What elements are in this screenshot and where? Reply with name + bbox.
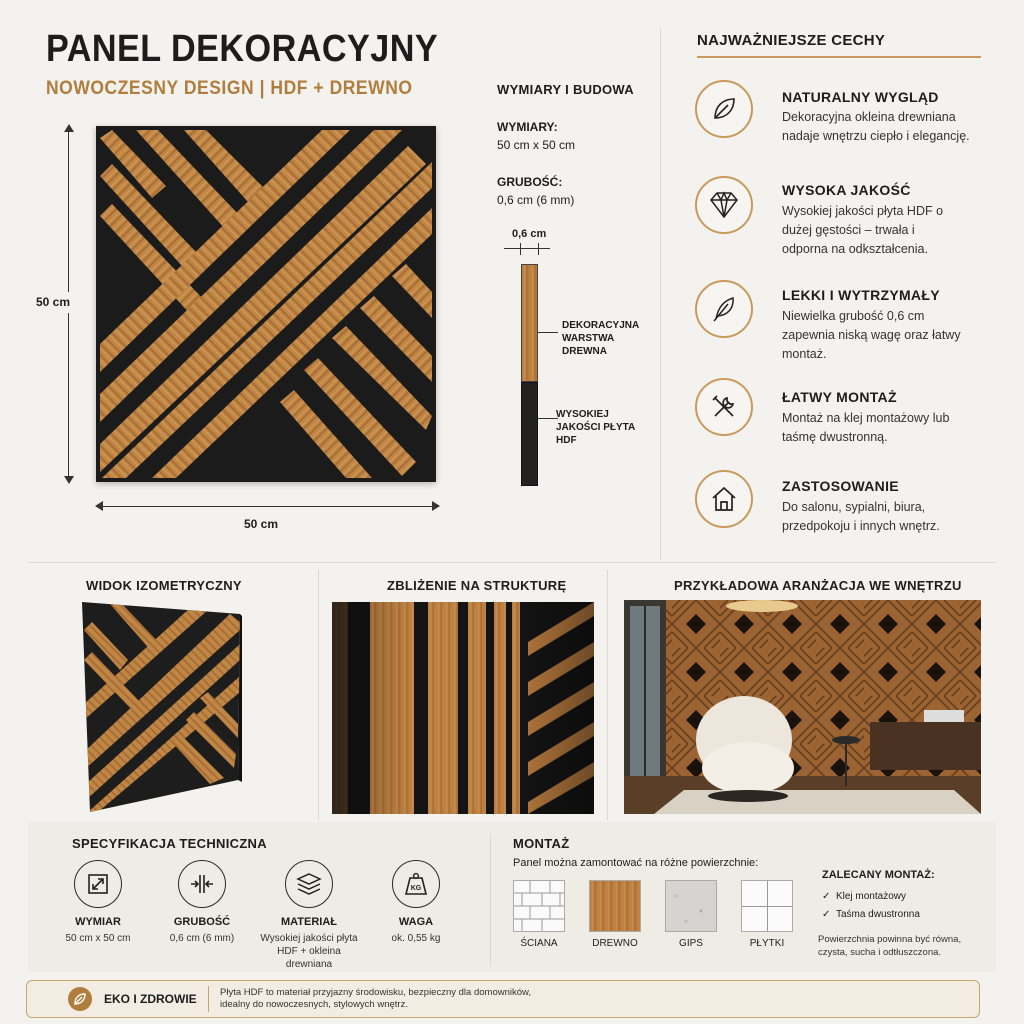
- wood-swatch: [589, 880, 641, 932]
- mounting-option-label: Taśma dwustronna: [835, 909, 920, 920]
- surface-item: [589, 880, 665, 949]
- surfaces-row: [513, 880, 817, 949]
- surface-label: PŁYTKI: [749, 938, 785, 949]
- iso-view-title: WIDOK IZOMETRYCZNY: [86, 578, 242, 593]
- check-icon: ✓: [822, 891, 831, 902]
- arrow-up-icon: [64, 124, 74, 132]
- thickness-tick-left: [520, 243, 521, 255]
- spec-value: 0,6 cm (6 mm): [169, 933, 235, 944]
- leaf-icon: [695, 80, 753, 138]
- surface-item: [741, 880, 817, 949]
- closeup-structure-image: [332, 602, 594, 814]
- feature-name: ZASTOSOWANIE: [782, 478, 899, 494]
- feature-name: ŁATWY MONTAŻ: [782, 389, 897, 405]
- feature-description: Do salonu, sypialni, biura, przedpokoju i innych wnętrz.: [782, 500, 940, 533]
- tiles-swatch: [741, 880, 793, 932]
- spec-value: 50 cm x 50 cm: [65, 933, 131, 944]
- eco-title: EKO I ZDROWIE: [104, 992, 197, 1006]
- weight-icon: [392, 860, 440, 908]
- check-icon: ✓: [822, 909, 831, 920]
- thickness-label: GRUBOŚĆ:: [497, 175, 563, 189]
- dimensions-section-title: WYMIARY I BUDOWA: [497, 82, 634, 97]
- spec-label: WAGA: [398, 916, 434, 928]
- cross-section-thickness-label: 0,6 cm: [512, 228, 547, 240]
- isometric-panel-image: [80, 600, 242, 814]
- eco-leaf-icon: [68, 987, 92, 1011]
- cross-section-wood-layer: [521, 264, 538, 382]
- spec-item: [48, 860, 148, 945]
- thickness-value: 0,6 cm (6 mm): [497, 193, 575, 207]
- weight-badge-text: KG: [410, 885, 422, 892]
- closeup-title: ZBLIŻENIE NA STRUKTURĘ: [387, 578, 567, 593]
- spec-item: [256, 860, 362, 971]
- brick-wall-swatch: [513, 880, 565, 932]
- page-subtitle: NOWOCZESNY DESIGN | HDF + DREWNO: [46, 78, 413, 99]
- width-dimension-line: [100, 506, 434, 507]
- layer-hdf-label: WYSOKIEJ JAKOŚCI PŁYTA HDF: [556, 409, 635, 446]
- mounting-intro: Panel można zamontować na różne powierzchnie:: [513, 857, 759, 869]
- mounting-option-label: Klej montażowy: [835, 891, 906, 902]
- thickness-dimension-line: [504, 248, 550, 249]
- mounting-option: [822, 891, 906, 902]
- mounting-option: [822, 909, 920, 920]
- spec-label: MATERIAŁ: [280, 916, 337, 928]
- spec-label: GRUBOŚĆ: [173, 916, 231, 928]
- leader-line-hdf: [538, 418, 558, 419]
- feature-description: Montaż na klej montażowy lub taśmę dwustronną.: [782, 411, 950, 444]
- features-section-title: NAJWAŻNIEJSZE CECHY: [697, 32, 886, 49]
- feature-name: LEKKI I WYTRZYMAŁY: [782, 287, 940, 303]
- gypsum-swatch: [665, 880, 717, 932]
- specs-section-title: SPECYFIKACJA TECHNICZNA: [72, 836, 267, 851]
- width-label: 50 cm: [244, 517, 279, 531]
- spec-label: WYMIAR: [75, 916, 121, 928]
- arrow-down-icon: [64, 476, 74, 484]
- height-label: 50 cm: [36, 292, 70, 313]
- cross-section-hdf-layer: [521, 382, 538, 486]
- mounting-section-title: MONTAŻ: [513, 836, 570, 851]
- arrow-left-icon: [95, 501, 103, 511]
- panel-front-view: [96, 126, 436, 482]
- surface-label: DREWNO: [592, 938, 638, 949]
- layers-icon: [285, 860, 333, 908]
- thickness-tick-right: [538, 243, 539, 255]
- recommended-mounting-title: ZALECANY MONTAŻ:: [822, 869, 935, 881]
- feature-description: Dekoracyjna okleina drewniana nadaje wnętrzu ciepło i elegancję.: [782, 110, 970, 143]
- leader-line-wood: [538, 332, 558, 333]
- features-title-underline: [697, 56, 981, 58]
- size-value: 50 cm x 50 cm: [497, 138, 576, 152]
- surface-item: [665, 880, 741, 949]
- spec-value: ok. 0,55 kg: [391, 933, 441, 944]
- house-icon: [695, 470, 753, 528]
- feather-icon: [695, 280, 753, 338]
- resize-icon: [74, 860, 122, 908]
- feature-name: NATURALNY WYGLĄD: [782, 89, 939, 105]
- feature-name: WYSOKA JAKOŚĆ: [782, 182, 911, 198]
- page-title: PANEL DEKORACYJNY: [46, 28, 439, 70]
- layer-wood-label: DEKORACYJNA WARSTWA DREWNA: [562, 320, 639, 357]
- diamond-icon: [695, 176, 753, 234]
- interior-arrangement-image: [624, 600, 981, 814]
- spec-value: Wysokiej jakości płyta HDF + okleina drewniana: [260, 933, 358, 970]
- interior-title: PRZYKŁADOWA ARANŻACJA WE WNĘTRZU: [674, 578, 962, 593]
- spec-item: [152, 860, 252, 945]
- tools-icon: [695, 378, 753, 436]
- spec-item: [366, 860, 466, 945]
- size-label: WYMIARY:: [497, 120, 558, 134]
- surface-label: GIPS: [679, 938, 703, 949]
- thickness-icon: [178, 860, 226, 908]
- feature-description: Wysokiej jakości płyta HDF o dużej gęstości – trwała i odporna na odkształcenia.: [782, 204, 944, 256]
- surface-item: [513, 880, 589, 949]
- mounting-note: Powierzchnia powinna być równa, czysta, sucha i odtłuszczona.: [818, 934, 962, 958]
- eco-text: Płyta HDF to materiał przyjazny środowisku, bezpieczny dla domowników, idealny do nowoczesnych, stylowych wnętrz.: [220, 987, 531, 1010]
- feature-description: Niewielka grubość 0,6 cm zapewnia niską wagę oraz łatwy montaż.: [782, 309, 961, 361]
- arrow-right-icon: [432, 501, 440, 511]
- surface-label: ŚCIANA: [520, 938, 558, 949]
